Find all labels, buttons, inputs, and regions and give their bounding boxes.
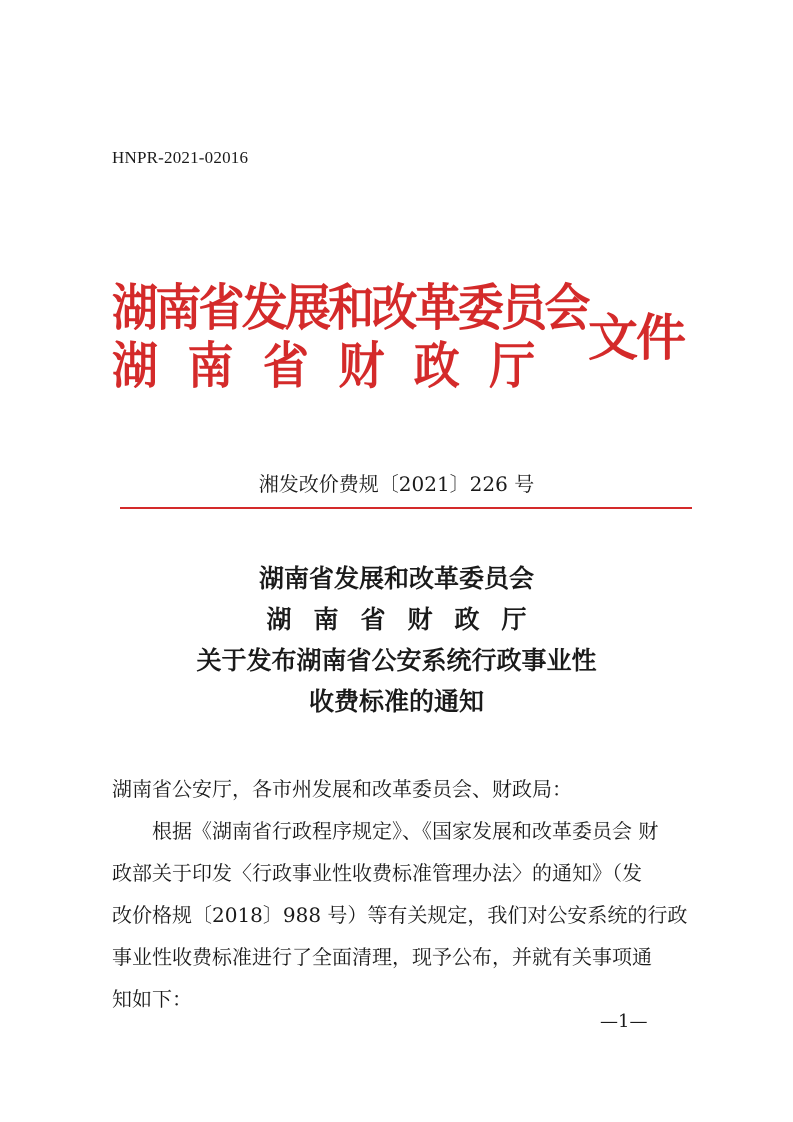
document-number: 湘发改价费规〔2021〕226 号: [258, 472, 535, 496]
body-line: 事业性收费标准进行了全面清理，现予公布，并就有关事项通: [112, 945, 652, 969]
body-line: 根据《湖南省行政程序规定》、《国家发展和改革委员会 财: [152, 819, 659, 843]
title-line: 湖南省发展和改革委员会: [258, 564, 534, 593]
page-number: —1—: [600, 1011, 648, 1032]
document-code: HNPR-2021-02016: [112, 148, 249, 167]
red-divider-line: [120, 507, 692, 509]
body-line: 知如下：: [112, 987, 192, 1011]
body-paragraph: [112, 810, 688, 1020]
body-line: 政部关于印发〈行政事业性收费标准管理办法〉的通知》（发: [112, 861, 642, 885]
salutation: 湖南省公安厅，各市州发展和改革委员会、财政局：: [112, 777, 572, 801]
notice-title: [0, 558, 793, 722]
title-line: 湖南省财政厅: [266, 605, 549, 634]
document-suffix: 文件: [588, 308, 684, 367]
issuer-name-finance: 湖南省财政厅: [112, 336, 565, 395]
issuer-header: [112, 278, 712, 418]
title-line: 收费标准的通知: [308, 687, 484, 716]
issuer-name-ndrc: 湖南省发展和改革委员会: [112, 278, 588, 337]
body-line: 改价格规〔2018〕988 号）等有关规定，我们对公安系统的行政: [112, 903, 688, 927]
title-line: 关于发布湖南省公安系统行政事业性: [196, 646, 597, 675]
